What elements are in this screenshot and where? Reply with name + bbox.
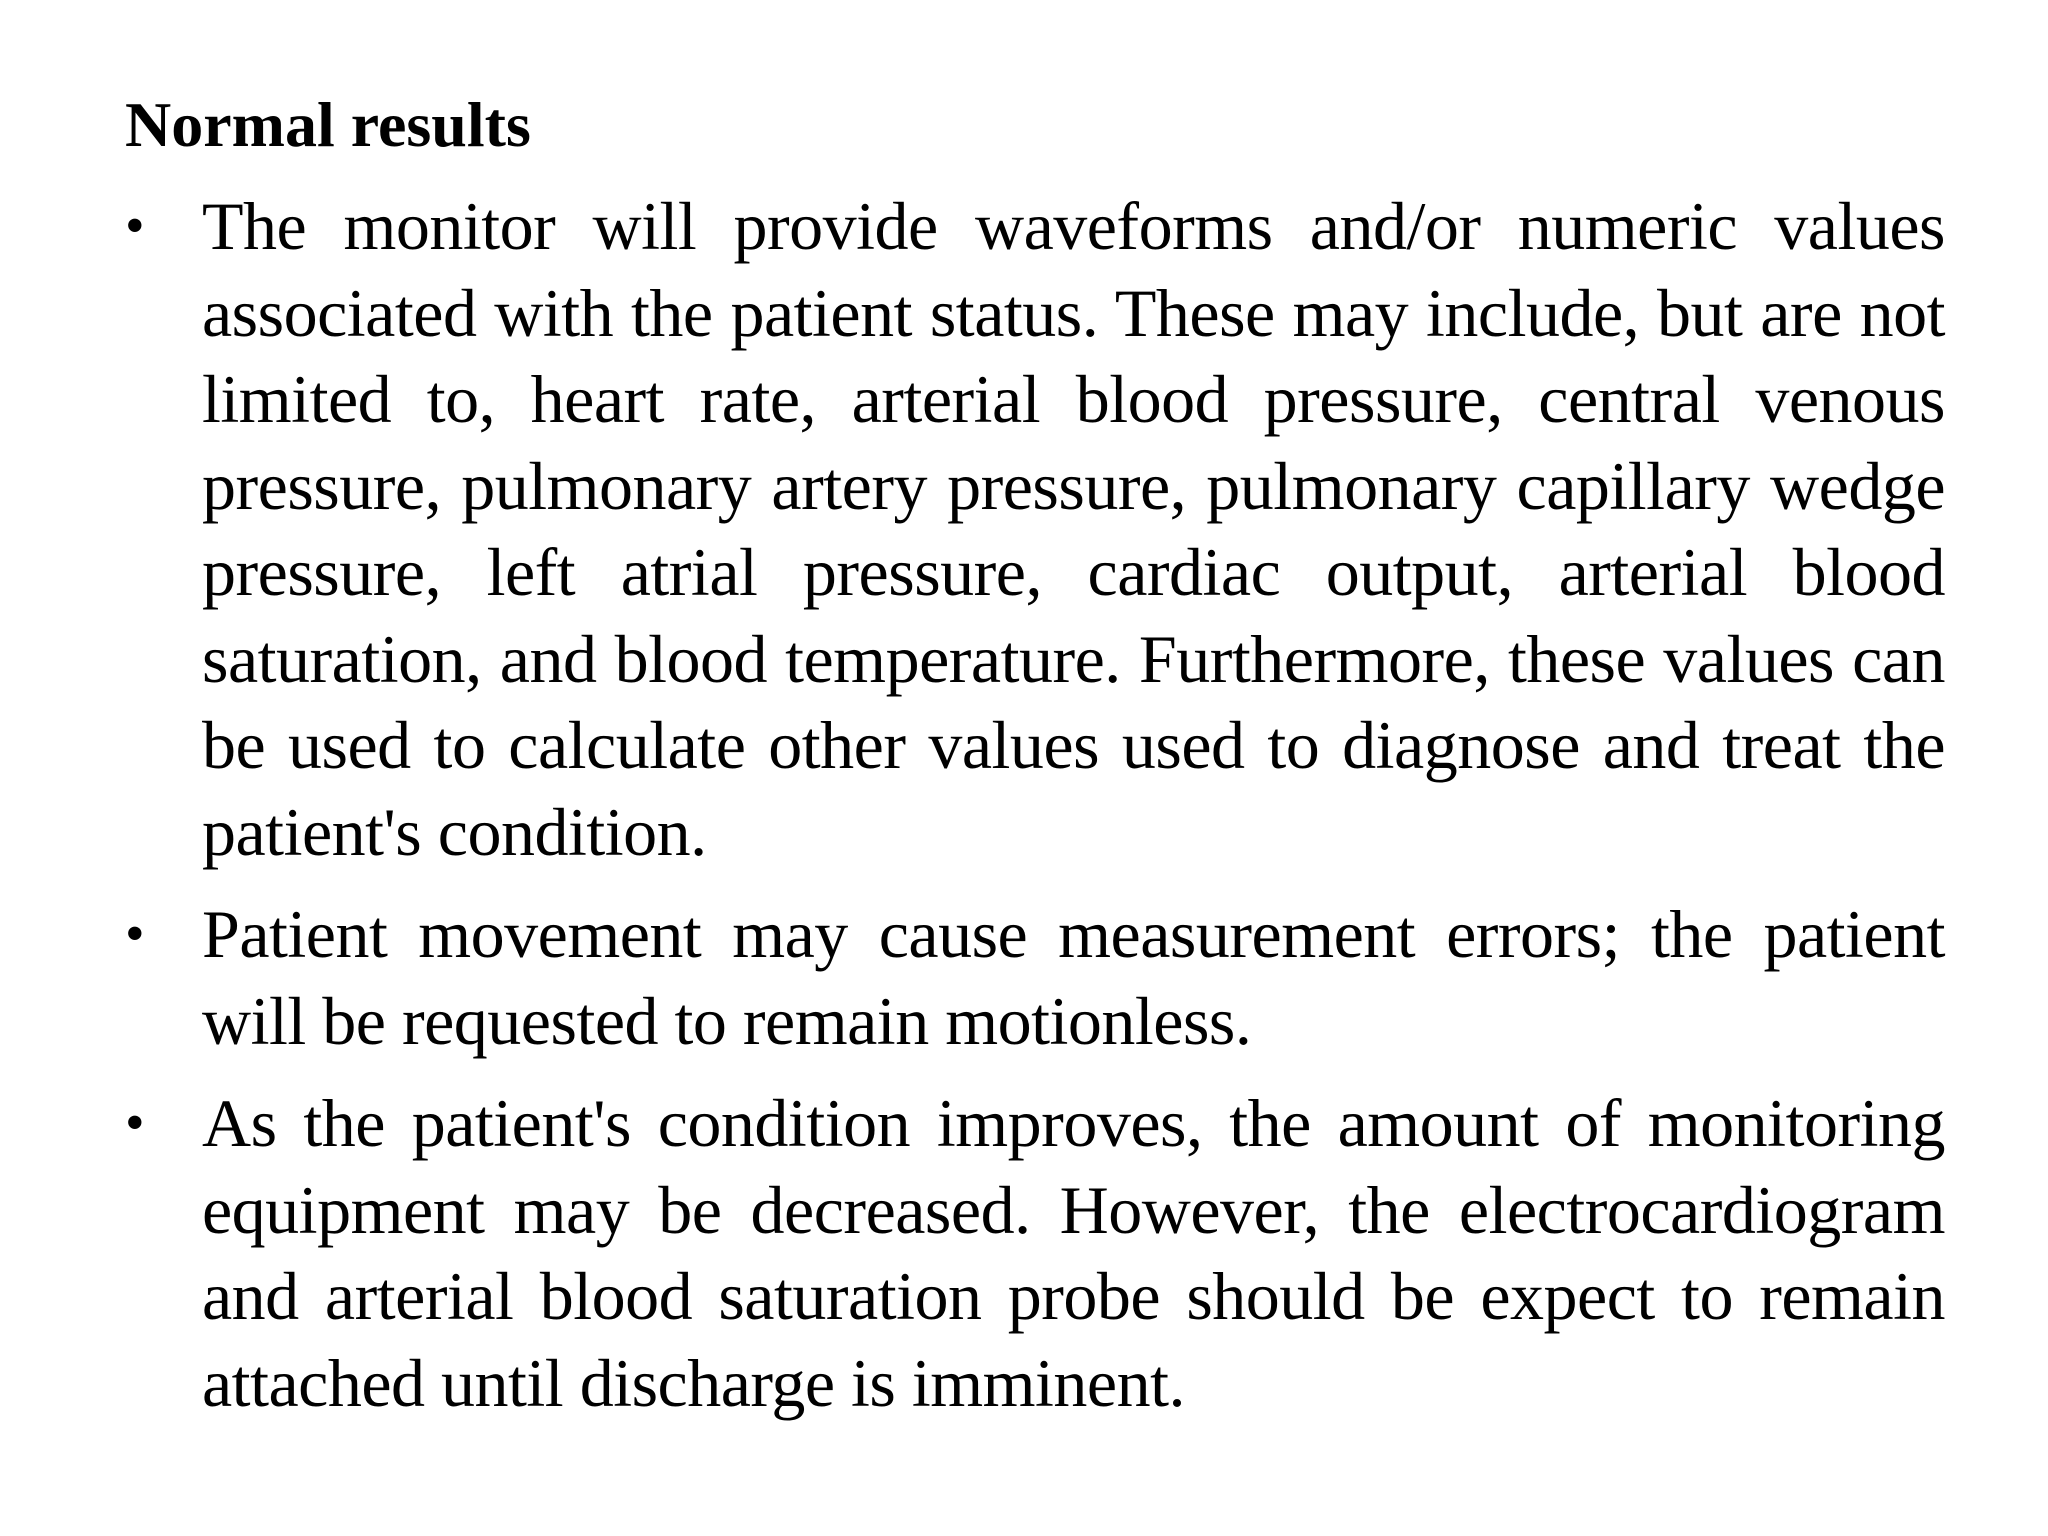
bullet-text: As the patient's condition improves, the amount of monitoring equipment may be decreased. However, the electrocardiogram and arterial blood saturation probe should be expect to remain attached until discharge is imminent. — [202, 1085, 1945, 1421]
bullet-item — [125, 183, 1945, 875]
slide-title: Normal results — [125, 89, 531, 160]
bullet-dot-icon: • — [125, 195, 145, 257]
bullet-item — [125, 891, 1945, 1064]
bullet-list — [125, 183, 1945, 1442]
bullet-dot-icon: • — [125, 1092, 145, 1154]
bullet-item — [125, 1080, 1945, 1426]
bullet-text: The monitor will provide waveforms and/or numeric values associated with the patient status. These may include, but are not limited to, heart rate, arterial blood pressure, central venous pressure, pulmonary artery pressure, pulmonary capillary wedge pressure, left atrial pressure, cardiac output, arterial blood saturation, and blood temperature. Furthermore, these values can be used to calculate other values used to diagnose and treat the patient's condition. — [202, 188, 1945, 870]
bullet-dot-icon: • — [125, 903, 145, 965]
bullet-text: Patient movement may cause measurement errors; the patient will be requested to remain motionless. — [202, 896, 1945, 1059]
